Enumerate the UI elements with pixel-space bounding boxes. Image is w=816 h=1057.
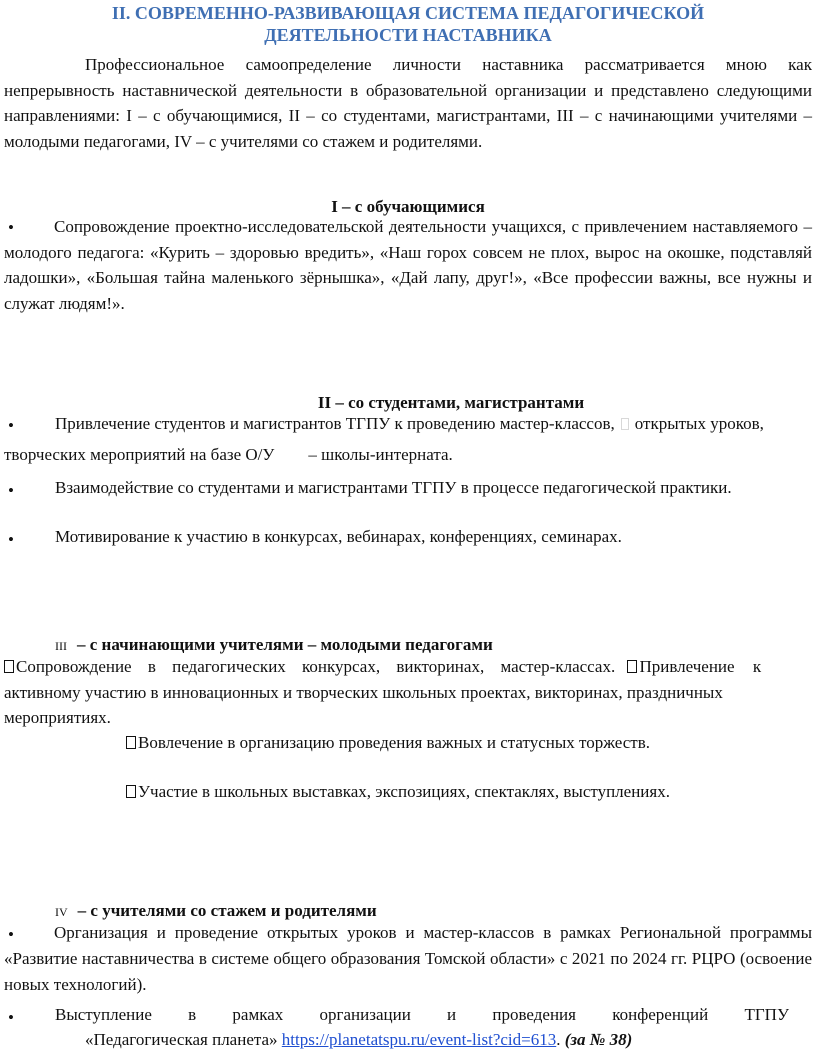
section2-item1-line2: [4, 445, 453, 465]
checkbox-bullet-icon: [126, 736, 136, 749]
section-title-line1: II. СОВРЕМЕННО-РАЗВИВАЮЩАЯ СИСТЕМА ПЕДАГОГИЧЕСКОЙ: [111, 3, 705, 23]
bullet-marker: •: [8, 218, 14, 237]
section4-heading: – с учителями со стажем и родителями: [77, 901, 377, 920]
section4-roman: IV: [55, 905, 68, 919]
section2-item1-text-b: открытых уроков,: [634, 414, 764, 433]
section3-item3: Вовлечение в организацию проведения важных и статусных торжеств.: [138, 733, 651, 752]
section3-item2-b: активному участию в инновационных и творческих школьных проектах, викторинах, праздничных мероприятиях.: [4, 683, 723, 727]
section4-item2-note: (за № 38): [564, 1030, 633, 1049]
section2-item1-line1: [55, 414, 815, 434]
intro-paragraph: Профессиональное самоопределение личности наставника рассматривается мною как непрерывность наставнической деятельности в образовательной организации и представлено следующими направлениями: I – с обучающимися, II – со студентами, магистрантами, III – с начинающими учителями – молодыми педагогами, IV – с учителями со стажем и родителями.: [4, 55, 812, 151]
section2-item2: Взаимодействие со студентами и магистрантами ТГПУ в процессе педагогической практики.: [55, 478, 732, 497]
bullet-marker: •: [8, 416, 14, 435]
section1-heading: I – с обучающимися: [331, 197, 485, 216]
section3-item4: Участие в школьных выставках, экспозициях, спектаклях, выступлениях.: [138, 782, 670, 801]
bullet-marker: •: [8, 481, 14, 500]
section3-heading: – с начинающими учителями – молодыми педагогами: [77, 635, 493, 654]
section2-item3: Мотивирование к участию в конкурсах, вебинарах, конференциях, семинарах.: [55, 527, 622, 546]
event-list-link[interactable]: https://planetatspu.ru/event-list?cid=613: [281, 1030, 557, 1049]
section2-heading: II – со студентами, магистрантами: [317, 393, 585, 412]
section-title-line2: ДЕЯТЕЛЬНОСТИ НАСТАВНИКА: [264, 25, 552, 45]
section3-roman: III: [55, 639, 67, 653]
section4-item2-b: «Педагогическая планета»: [85, 1030, 278, 1049]
checkbox-bullet-icon: [627, 660, 637, 673]
section4-item2-c: .: [556, 1030, 561, 1049]
section3-item1: Сопровождение в педагогических конкурсах, викторинах, мастер-классах.: [16, 657, 616, 676]
section3-line4: [126, 782, 670, 802]
bullet-marker: •: [8, 925, 14, 944]
placeholder-box-icon: [621, 418, 629, 430]
checkbox-bullet-icon: [126, 785, 136, 798]
section2-item1-text-d: – школы-интерната.: [308, 445, 453, 464]
bullet-marker: •: [8, 1008, 14, 1027]
section4-item2-line2: [85, 1030, 632, 1050]
checkbox-bullet-icon: [4, 660, 14, 673]
section4-item2-a: Выступление в рамках организации и проведения конференций ТГПУ: [55, 1005, 789, 1024]
section2-item1-text-c: творческих мероприятий на базе О/У: [4, 445, 275, 464]
section4-item1: Организация и проведение открытых уроков и мастер-классов в рамках Региональной программы «Развитие наставничества в системе общего образования Томской области» с 2021 по 2024 гг. РЦРО (освоение новых технологий).: [4, 923, 812, 994]
section3-line3: [126, 733, 650, 753]
section3-item2-a: Привлечение к: [639, 657, 762, 676]
section3-heading-row: [55, 634, 493, 657]
section1-item1: Сопровождение проектно-исследовательской деятельности учащихся, с привлечением наставляемого – молодого педагога: «Курить – здоровью вредить», «Наш горох совсем не плох, вырос на окошке, подставляй ладошки», «Большая тайна маленького зёрнышка», «Дай лапу, друг!», «Все профессии важны, все нужны и служат людям!».: [4, 217, 812, 313]
section2-item1-text-a: Привлечение студентов и магистрантов ТГПУ к проведению мастер-классов,: [55, 414, 615, 433]
section3-line1: [4, 657, 782, 677]
bullet-marker: •: [8, 530, 14, 549]
